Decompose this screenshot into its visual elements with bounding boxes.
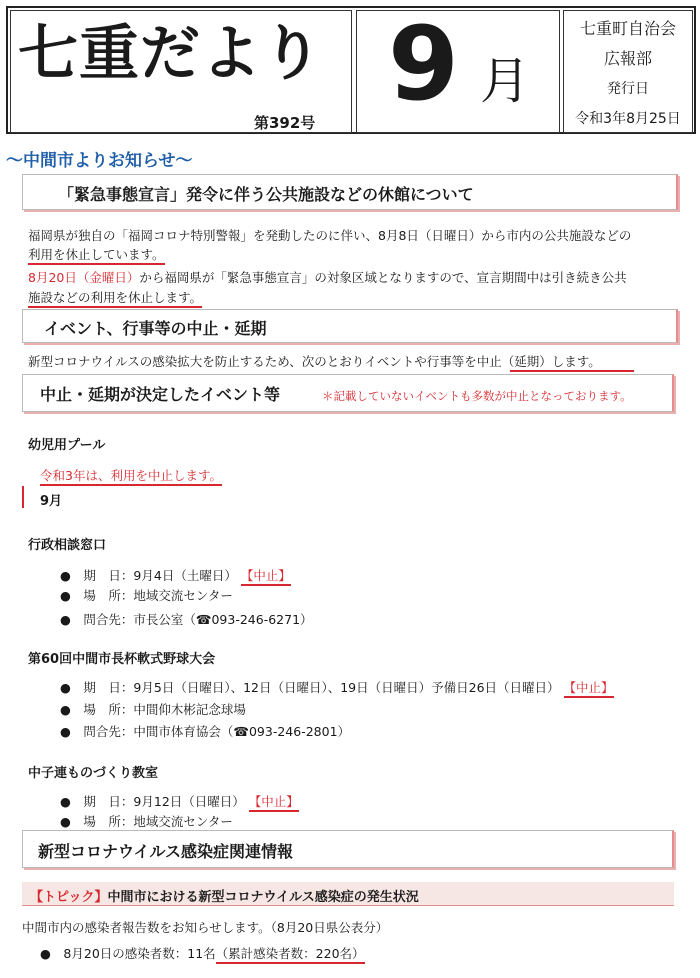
event-2-title: 第60回中間市長杯軟式野球大会: [28, 652, 216, 667]
events-intro: 新型コロナウイルスの感染拡大を防止するため、次のとおりイベントや行事等を中止（延期）します。: [28, 354, 601, 369]
event-1-status: 【中止】: [241, 568, 291, 586]
notice-p1-line2-text: 利用を休止しています。: [28, 247, 165, 265]
event-3-status: 【中止】: [249, 794, 299, 812]
notice-p2-date: 8月20日（金曜日）: [28, 270, 140, 285]
event-2-date-text: ● 期 日：9月5日（日曜日）、12日（日曜日）、19日（日曜日）予備日26日（日曜日）: [60, 680, 560, 695]
newsletter-title: 七重だより: [18, 19, 323, 89]
event-3-date: [60, 792, 299, 810]
month-marker: [22, 486, 24, 508]
notice-p2-line1: [28, 268, 627, 287]
event-3-date-text: ● 期 日：9月12日（日曜日）: [60, 794, 245, 809]
pool-title: 幼児用プール: [28, 438, 106, 453]
issue-number: 第392号: [254, 114, 316, 132]
decided-note: ＊記載していないイベントも多数が中止となっております。: [322, 389, 632, 403]
pool-note-text: 令和3年は、利用を中止します。: [40, 468, 222, 486]
notice-p1-line1: 福岡県が独自の「福岡コロナ特別警報」を発動したのに伴い、8月8日（日曜日）から市内の公共施設などの: [28, 228, 632, 243]
events-intro-underline: [510, 370, 634, 372]
pub-date: 令和3年8月25日: [575, 111, 681, 127]
event-1-date-text: ● 期 日：9月4日（土曜日）: [60, 568, 237, 583]
event-3-title: 中子連ものづくり教室: [28, 766, 159, 781]
event-2-place: ● 場 所：中間仰木彬記念球場: [60, 702, 246, 717]
month-label: 9月: [40, 494, 63, 509]
topic-title: 中間市における新型コロナウイルス感染症の発生状況: [107, 890, 419, 905]
publisher-dept: 広報部: [603, 49, 652, 68]
topic-tag: 【トピック】: [30, 890, 108, 905]
event-1-title: 行政相談窓口: [28, 538, 107, 553]
event-1-place: ● 場 所：地域交流センター: [60, 588, 233, 603]
event-1-date: [60, 566, 291, 584]
section-banner: 〜中間市よりお知らせ〜: [6, 151, 193, 171]
event-2-date: [60, 678, 614, 696]
event-2-status: 【中止】: [564, 680, 614, 698]
notice-p2-line2: [28, 288, 202, 307]
covid-cumulative: （累計感染者数：220名）: [216, 946, 365, 964]
notice-p1-line2: [28, 245, 165, 264]
notice-heading: 「緊急事態宣言」発令に伴う公共施設などの休館について: [58, 185, 474, 204]
event-3-place: ● 場 所：地域交流センター: [60, 814, 233, 829]
notice-p2-line1-rest: から福岡県が「緊急事態宣言」の対象区域となりますので、宣言期間中は引き続き公共: [139, 270, 627, 285]
publisher-org: 七重町自治会: [579, 19, 676, 38]
events-heading: イベント、行事等の中止・延期: [44, 319, 267, 338]
covid-intro: 中間市内の感染者報告数をお知らせします。（8月20日県公表分）: [22, 920, 389, 935]
topic-line: [30, 886, 419, 905]
covid-count-line: [40, 944, 365, 962]
covid-count: ● 8月20日の感染者数：11名: [40, 946, 216, 961]
event-2-contact: ● 問合先：中間市体育協会（☎093-246-2801）: [60, 724, 351, 739]
covid-heading: 新型コロナウイルス感染症関連情報: [38, 842, 294, 861]
month-unit: 月: [480, 52, 530, 110]
pool-note: [40, 466, 222, 485]
event-1-contact: ● 問合先：市長公室（☎093-246-6271）: [60, 612, 313, 627]
month-number: 9: [388, 5, 459, 124]
decided-heading: 中止・延期が決定したイベント等: [40, 385, 281, 404]
notice-p2-line2-text: 施設などの利用を休止します。: [28, 290, 202, 308]
pub-date-label: 発行日: [607, 81, 649, 97]
